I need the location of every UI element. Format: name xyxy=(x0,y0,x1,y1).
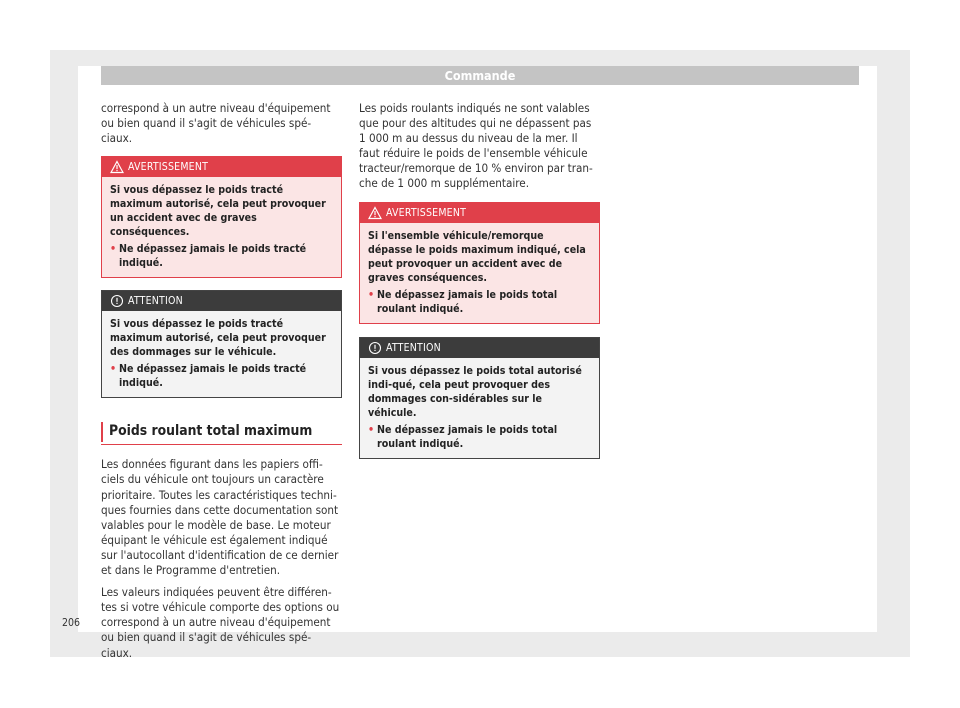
bullet-dot-icon: • xyxy=(110,363,117,376)
warning-box-total-weight xyxy=(359,202,600,324)
section-heading-accent xyxy=(101,422,103,442)
warning-title: AVERTISSEMENT xyxy=(386,206,467,219)
warning-header xyxy=(102,157,341,177)
warning-text: Si l'ensemble véhicule/remorque dépasse le poids maximum indiqué, cela peut provoquer un accident avec de graves conséquences. xyxy=(368,229,586,284)
attention-title: ATTENTION xyxy=(128,295,183,308)
warning-triangle-icon xyxy=(368,206,382,220)
attention-bullet xyxy=(368,423,591,451)
attention-bullet xyxy=(110,362,333,390)
chapter-title: Commande xyxy=(444,68,516,83)
warning-bullet xyxy=(110,242,333,270)
bullet-dot-icon: • xyxy=(368,423,375,436)
attention-title: ATTENTION xyxy=(386,341,441,354)
warning-bullet-text: Ne dépassez jamais le poids tracté indiqué. xyxy=(119,243,307,270)
attention-bullet-text: Ne dépassez jamais le poids total roulant indiqué. xyxy=(377,423,558,450)
left-column xyxy=(101,101,342,668)
attention-body xyxy=(360,358,599,458)
attention-bullet-text: Ne dépassez jamais le poids tracté indiqué. xyxy=(119,363,307,390)
page-number: 206 xyxy=(62,617,81,629)
attention-box-towing xyxy=(101,290,342,398)
warning-bullet xyxy=(368,288,591,316)
attention-header xyxy=(102,291,341,311)
section-heading xyxy=(101,424,342,445)
warning-triangle-icon xyxy=(110,160,124,174)
body-paragraph-2: Les valeurs indiquées peuvent être différen-tes si votre véhicule comporte des options ou correspond à un autre niveau d'équipement ou bien quand il s'agit de véhicules spé-ciaux. xyxy=(101,585,340,660)
chapter-header xyxy=(101,66,859,85)
warning-text: Si vous dépassez le poids tracté maximum autorisé, cela peut provoquer un accident avec de graves conséquences. xyxy=(110,184,326,239)
warning-header xyxy=(360,203,599,223)
attention-body xyxy=(102,311,341,397)
bullet-dot-icon: • xyxy=(368,288,375,301)
warning-body xyxy=(102,177,341,277)
right-column xyxy=(359,101,600,459)
attention-box-total-weight xyxy=(359,337,600,459)
left-intro-text: correspond à un autre niveau d'équipement ou bien quand il s'agit de véhicules spé-ciaux. xyxy=(101,101,331,146)
body-paragraph-1: Les données figurant dans les papiers offi-ciels du véhicule ont toujours un caractère prioritaire. Toutes les caractéristiques techni-ques fournies dans cette documentation sont valables pour le modèle de base. Le moteur équipant le véhicule est également indiqué sur l'autocollant d'identification de ce dernier et dans le Programme d'entretien. xyxy=(101,457,339,578)
attention-text: Si vous dépassez le poids tracté maximum autorisé, cela peut provoquer des dommages sur le véhicule. xyxy=(110,318,326,359)
warning-bullet-text: Ne dépassez jamais le poids total roulant indiqué. xyxy=(377,288,558,315)
attention-text: Si vous dépassez le poids total autorisé indi-qué, cela peut provoquer des dommages con-sidérables sur le véhicule. xyxy=(368,364,582,419)
info-circle-icon xyxy=(368,341,382,355)
bullet-dot-icon: • xyxy=(110,243,117,256)
warning-title: AVERTISSEMENT xyxy=(128,161,209,174)
info-circle-icon xyxy=(110,294,124,308)
warning-box-towing xyxy=(101,156,342,278)
warning-body xyxy=(360,223,599,323)
attention-header xyxy=(360,338,599,358)
right-intro-text: Les poids roulants indiqués ne sont valables que pour des altitudes qui ne dépassent pas 1 000 m au dessus du niveau de la mer. Il faut réduire le poids de l'ensemble véhicule tracteur/remorque de 10 % environ par tran-che de 1 000 m supplémentaire. xyxy=(359,101,593,191)
section-heading-text: Poids roulant total maximum xyxy=(109,423,313,440)
